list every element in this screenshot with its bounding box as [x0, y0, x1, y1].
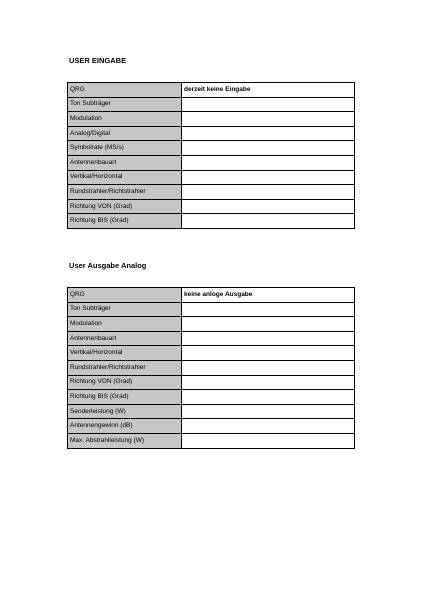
row-value: [182, 433, 355, 448]
row-value: [182, 404, 355, 419]
row-label: Richtung BIS (Grad): [68, 390, 182, 405]
table-row: [68, 126, 355, 141]
table-row: [68, 346, 355, 361]
row-value: [182, 97, 355, 112]
row-value: derzeit keine Eingabe: [182, 83, 355, 98]
table-row: [68, 331, 355, 346]
table-row: [68, 214, 355, 229]
row-label: QRG: [68, 288, 182, 303]
user-ausgabe-analog-table: [67, 287, 355, 449]
row-value: [182, 126, 355, 141]
table-row: [68, 404, 355, 419]
table-row: [68, 375, 355, 390]
table-row: [68, 185, 355, 200]
row-value: [182, 170, 355, 185]
row-value: [182, 346, 355, 361]
section-title-user-ausgabe-analog: User Ausgabe Analog: [69, 261, 147, 270]
row-value: [182, 141, 355, 156]
row-value: [182, 112, 355, 127]
row-value: [182, 360, 355, 375]
row-label: Richtung BIS (Grad): [68, 214, 182, 229]
table-row: [68, 288, 355, 303]
row-label: Antennengewinn (dB): [68, 419, 182, 434]
row-label: Antennenbauart: [68, 155, 182, 170]
table-row: [68, 317, 355, 332]
row-label: Rundstrahler/Richtstrahler: [68, 185, 182, 200]
row-value: [182, 390, 355, 405]
table-row: [68, 141, 355, 156]
row-value: [182, 214, 355, 229]
row-label: Richtung VON (Grad): [68, 199, 182, 214]
row-label: Max. Abstrahlleistung (W): [68, 433, 182, 448]
row-label: Symbolrate (MS/s): [68, 141, 182, 156]
row-label: Modulation: [68, 317, 182, 332]
row-label: Analog/Digital: [68, 126, 182, 141]
section-title-user-eingabe: USER EINGABE: [69, 56, 127, 65]
row-label: Richtung VON (Grad): [68, 375, 182, 390]
row-value: [182, 185, 355, 200]
row-label: Vertikal/Horizontal: [68, 346, 182, 361]
row-label: Ton Subträger: [68, 302, 182, 317]
table-row: [68, 433, 355, 448]
table-row: [68, 170, 355, 185]
table-row: [68, 302, 355, 317]
table-row: [68, 199, 355, 214]
row-value: keine anloge Ausgabe: [182, 288, 355, 303]
row-label: Modulation: [68, 112, 182, 127]
row-value: [182, 199, 355, 214]
row-label: Antennenbauart: [68, 331, 182, 346]
row-label: QRG: [68, 83, 182, 98]
row-value: [182, 331, 355, 346]
row-label: Rundstrahler/Richtstrahler: [68, 360, 182, 375]
row-value: [182, 302, 355, 317]
table-row: [68, 360, 355, 375]
row-label: Vertikal/Horizontal: [68, 170, 182, 185]
row-value: [182, 317, 355, 332]
table-row: [68, 390, 355, 405]
table-row: [68, 83, 355, 98]
table-row: [68, 419, 355, 434]
row-value: [182, 375, 355, 390]
table-row: [68, 155, 355, 170]
table-row: [68, 112, 355, 127]
user-eingabe-table: [67, 82, 355, 229]
table-row: [68, 97, 355, 112]
row-label: Senderleistung (W): [68, 404, 182, 419]
row-label: Ton Subträger: [68, 97, 182, 112]
row-value: [182, 155, 355, 170]
row-value: [182, 419, 355, 434]
